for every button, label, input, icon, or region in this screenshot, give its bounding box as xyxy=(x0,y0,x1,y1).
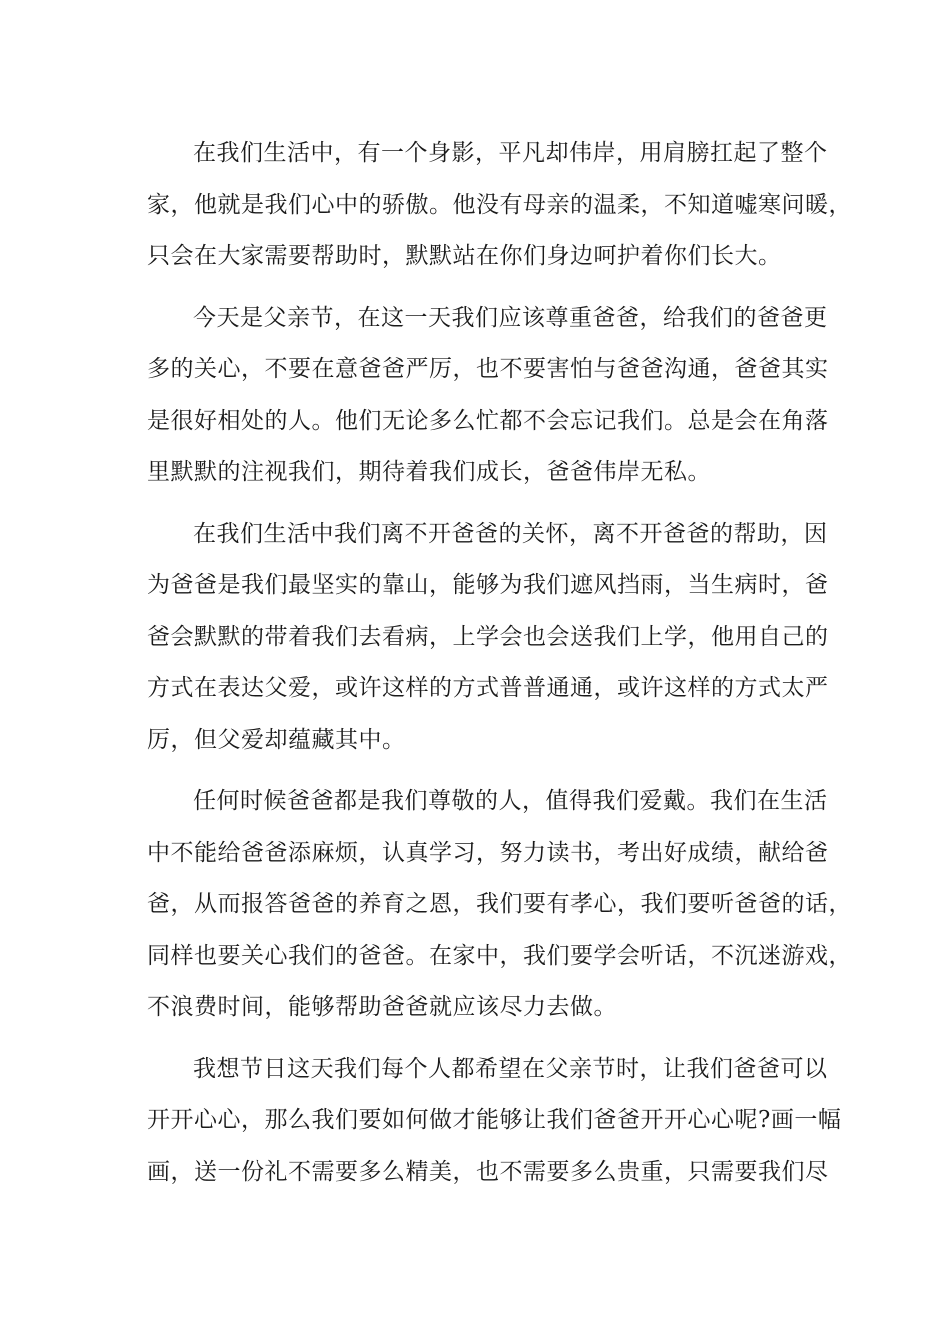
paragraph-line: 今天是父亲节，在这一天我们应该尊重爸爸，给我们的爸爸更 xyxy=(193,304,828,331)
paragraph-line: 爸，从而报答爸爸的养育之恩，我们要有孝心，我们要听爸爸的话， xyxy=(147,891,852,917)
paragraph-line: 多的关心，不要在意爸爸严厉，也不要害怕与爸爸沟通，爸爸其实 xyxy=(147,356,829,382)
paragraph-line: 不浪费时间，能够帮助爸爸就应该尽力去做。 xyxy=(147,994,617,1020)
paragraph-1 xyxy=(147,128,852,283)
paragraph-line: 爸会默默的带着我们去看病，上学会也会送我们上学，他用自己的 xyxy=(147,623,829,650)
paragraph-line: 任何时候爸爸都是我们尊敬的人，值得我们爱戴。我们在生活 xyxy=(193,788,828,814)
paragraph-line: 中不能给爸爸添麻烦，认真学习，努力读书，考出好成绩，献给爸 xyxy=(147,839,829,866)
paragraph-4 xyxy=(147,776,852,1034)
document-body xyxy=(147,128,852,1208)
paragraph-line: 厉，但父爱却蕴藏其中。 xyxy=(147,726,406,753)
paragraph-5 xyxy=(147,1044,842,1199)
paragraph-line: 只会在大家需要帮助时，默默站在你们身边呵护着你们长大。 xyxy=(147,243,782,269)
paragraph-line: 画，送一份礼不需要多么精美，也不需要多么贵重，只需要我们尽 xyxy=(147,1158,829,1185)
paragraph-line: 在我们生活中，有一个身影，平凡却伟岸，用肩膀扛起了整个 xyxy=(193,140,828,166)
paragraph-line: 同样也要关心我们的爸爸。在家中，我们要学会听话，不沉迷游戏， xyxy=(147,942,852,969)
paragraph-line: 家，他就是我们心中的骄傲。他没有母亲的温柔，不知道嘘寒问暖， xyxy=(147,191,852,218)
paragraph-line: 为爸爸是我们最坚实的靠山，能够为我们遮风挡雨，当生病时，爸 xyxy=(147,572,829,598)
paragraph-line: 是很好相处的人。他们无论多么忙都不会忘记我们。总是会在角落 xyxy=(147,407,829,434)
paragraph-2 xyxy=(147,293,829,499)
paragraph-line: 在我们生活中我们离不开爸爸的关怀，离不开爸爸的帮助，因 xyxy=(193,520,828,547)
paragraph-line: 开开心心，那么我们要如何做才能够让我们爸爸开开心心呢?画一幅 xyxy=(147,1107,842,1133)
paragraph-3 xyxy=(147,509,829,767)
paragraph-line: 方式在表达父爱，或许这样的方式普普通通，或许这样的方式太严 xyxy=(147,675,829,701)
paragraph-line: 里默默的注视我们，期待着我们成长，爸爸伟岸无私。 xyxy=(147,459,711,485)
paragraph-line: 我想节日这天我们每个人都希望在父亲节时，让我们爸爸可以 xyxy=(193,1055,828,1082)
